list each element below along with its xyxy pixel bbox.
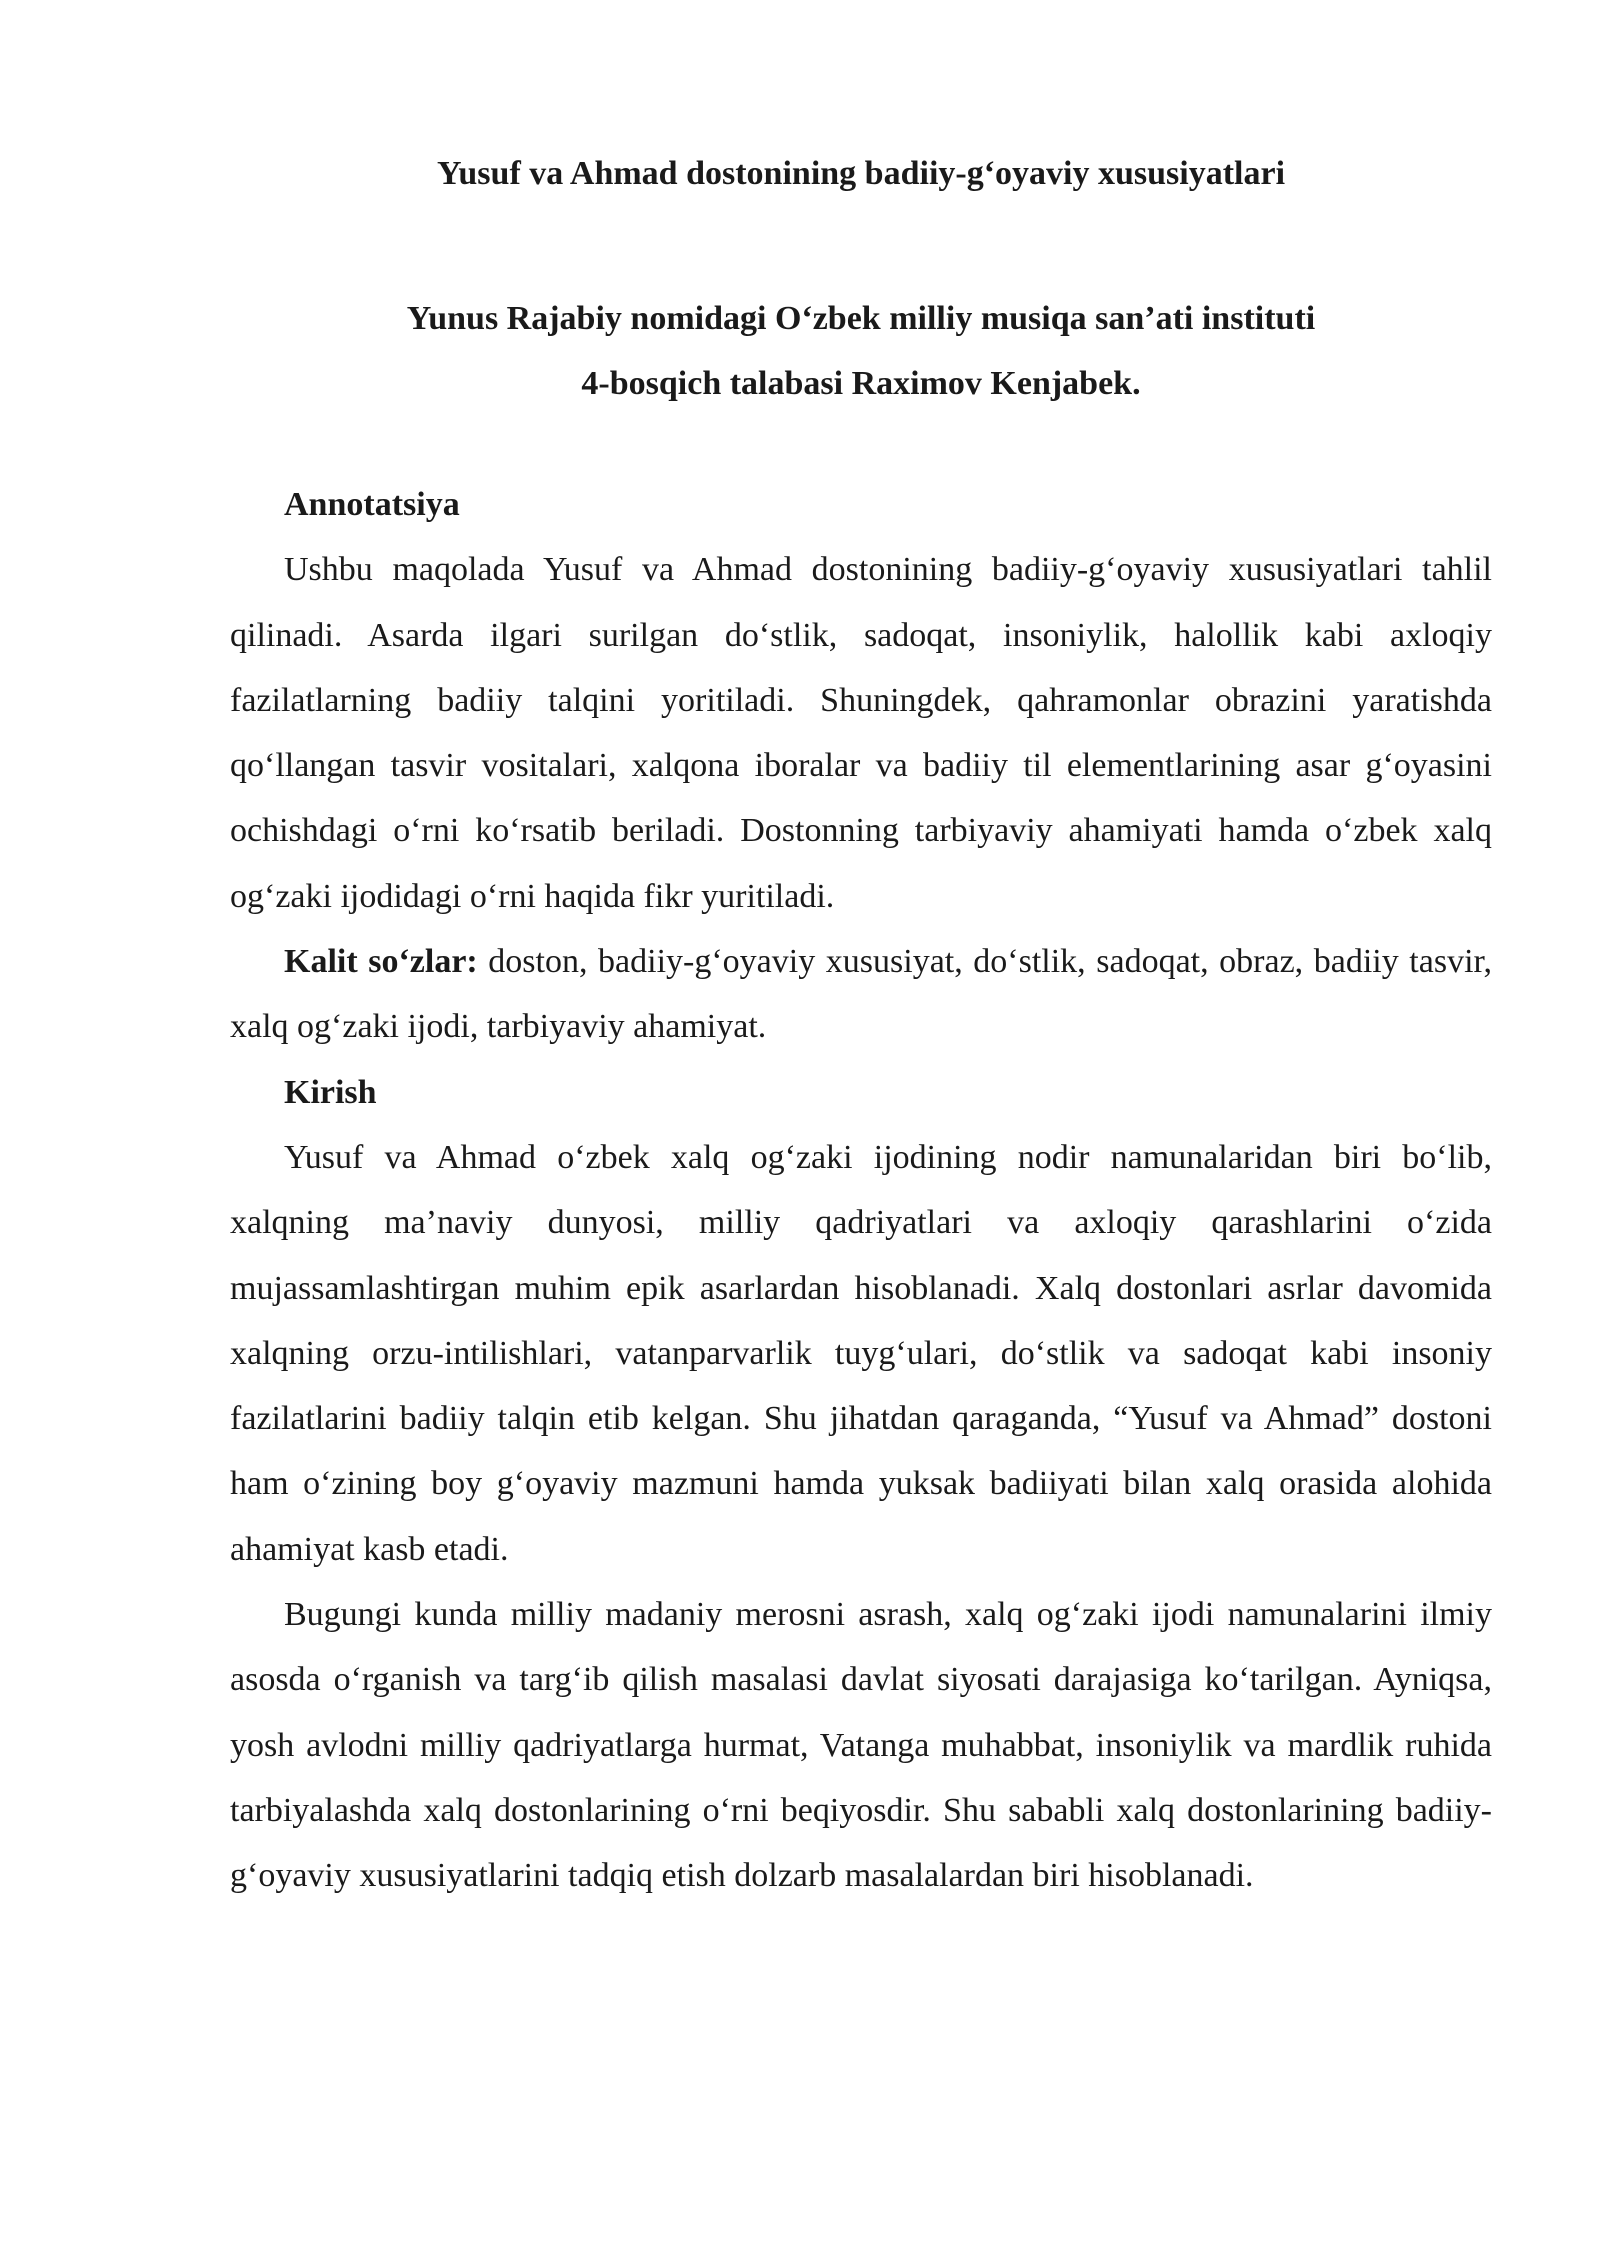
document-body	[230, 472, 1492, 1909]
affiliation-institute: Yunus Rajabiy nomidagi O‘zbek milliy musiqa san’ati instituti	[406, 300, 1316, 337]
annotation-heading: Annotatsiya	[284, 486, 460, 523]
keywords-list: doston, badiiy-g‘oyaviy xususiyat, do‘stlik, sadoqat, obraz, badiiy tasvir, xalq og‘zaki ijodi, tarbiyaviy ahamiyat.	[230, 943, 1492, 1046]
document-title: Yusuf va Ahmad dostonining badiiy-g‘oyaviy xususiyatlari	[436, 155, 1286, 192]
author-affiliation	[230, 286, 1492, 416]
intro-paragraph-1: Yusuf va Ahmad o‘zbek xalq og‘zaki ijodining nodir namunalaridan biri bo‘lib, xalqning ma’naviy dunyosi, milliy qadriyatlari va axloqiy qarashlarini o‘zida mujassamlashtirgan muhim epik asarlardan hisoblanadi. Xalq dostonlari asrlar davomida xalqning orzu-intilishlari, vatanparvarlik tuyg‘ulari, do‘stlik va sadoqat kabi insoniy fazilatlarini badiiy talqin etib kelgan. Shu jihatdan qaraganda, “Yusuf va Ahmad” dostoni ham o‘zining boy g‘oyaviy mazmuni hamda yuksak badiiyati bilan xalq orasida alohida ahamiyat kasb etadi.	[230, 1138, 1492, 1568]
intro-paragraph-2: Bugungi kunda milliy madaniy merosni asrash, xalq og‘zaki ijodi namunalarini ilmiy asosda o‘rganish va targ‘ib qilish masalasi davlat siyosati darajasiga ko‘tarilgan. Ayniqsa, yosh avlodni milliy qadriyatlarga hurmat, Vatanga muhabbat, insoniylik va mardlik ruhida tarbiyalashda xalq dostonlarining o‘rni beqiyosdir. Shu sababli xalq dostonlarining badiiy-g‘oyaviy xususiyatlarini tadqiq etish dolzarb masalalardan biri hisoblanadi.	[230, 1596, 1492, 1895]
affiliation-author: 4-bosqich talabasi Raximov Kenjabek.	[581, 365, 1141, 402]
keywords-paragraph	[230, 929, 1492, 1060]
intro-heading: Kirish	[284, 1073, 377, 1111]
keywords-label: Kalit so‘zlar:	[284, 943, 478, 981]
annotation-paragraph: Ushbu maqolada Yusuf va Ahmad dostonining badiiy-g‘oyaviy xususiyatlari tahlil qilinadi. Asarda ilgari surilgan do‘stlik, sadoqat, insoniylik, halollik kabi axloqiy fazilatlarning badiiy talqini yoritiladi. Shuningdek, qahramonlar obrazini yaratishda qo‘llangan tasvir vositalari, xalqona iboralar va badiiy til elementlarining asar g‘oyasini ochishdagi o‘rni ko‘rsatib beriladi. Dostonning tarbiyaviy ahamiyati hamda o‘zbek xalq og‘zaki ijodidagi o‘rni haqida fikr yuritiladi.	[230, 551, 1492, 915]
